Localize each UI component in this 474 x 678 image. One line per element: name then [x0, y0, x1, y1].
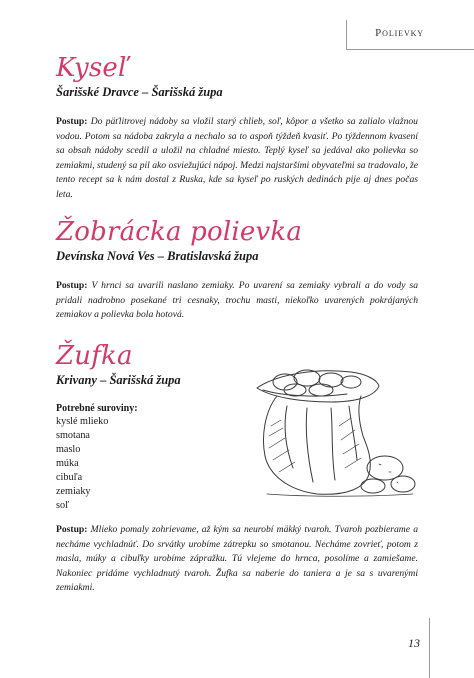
recipe-title: Žufka — [56, 341, 133, 371]
recipe-kysel — [56, 52, 418, 212]
recipe-origin: Šarišské Dravce – Šarišská župa — [56, 85, 223, 99]
recipe-zobracka-polievka — [56, 216, 418, 332]
recipe-origin: Krivany – Šarišská župa — [56, 373, 181, 387]
recipe-method — [56, 115, 418, 203]
method-label: Postup: — [56, 280, 88, 291]
header-divider-vertical — [346, 20, 347, 50]
recipe-method — [56, 279, 418, 323]
method-text: Mlieko pomaly zohrievame, až kým sa neurobí mäkký tvaroh. Tvaroh pozbierame a necháme vychladnúť. Do srvátky urobíme zátrepku so smotanou. Necháme zovrieť, potom z masla, múky a cibuľky urobíme zápražku. Tú vlejeme do hrnca, posolíme a zamiešame. Nakoniec pridáme vychladnutý tvaroh. Žufka sa naberie do taniera a je sa s uvarenými zemiakmi. — [56, 524, 418, 594]
header-divider-horizontal — [346, 49, 474, 50]
ingredient-item: smotana — [56, 430, 90, 441]
ingredient-item: soľ — [56, 500, 70, 511]
page-number: 13 — [408, 636, 420, 650]
recipe-title: Kyseľ — [56, 53, 129, 83]
section-header: Polievky — [375, 27, 424, 39]
method-text: Do päťlitrovej nádoby sa vložil starý chlieb, soľ, kôpor a všetko sa zalialo vlažnou vodou. Potom sa nádoba zakryla a nechalo sa to aspoň týždeň kvasiť. Po týždennom kvasení sa obsah nádoby scedil a uložil na chladné miesto. Teplý kyseľ sa jedával ako polievka so zemiakmi, studený sa pil ako osviežujúci nápoj. Medzi najstaršími obyvateľmi sa tradovalo, že tento recept sa k nám dostal z Ruska, kde sa kyseľ po ruských dedinách pije aj dnes počas leta. — [56, 116, 418, 200]
recipe-zufka-method — [56, 523, 418, 606]
potato-sack-icon — [247, 356, 417, 498]
method-label: Postup: — [56, 116, 88, 127]
ingredient-item: cibuľa — [56, 472, 83, 483]
ingredient-item: maslo — [56, 444, 81, 455]
ingredient-item: zemiaky — [56, 486, 91, 497]
recipe-title: Žobrácka polievka — [56, 217, 303, 247]
ingredient-item: múka — [56, 458, 79, 469]
recipe-method — [56, 523, 418, 596]
footer-divider — [429, 618, 430, 678]
recipe-origin: Devínska Nová Ves – Bratislavská župa — [56, 249, 259, 263]
ingredients-heading: Potrebné suroviny: — [56, 403, 138, 414]
ingredient-item: kyslé mlieko — [56, 416, 109, 427]
method-label: Postup: — [56, 524, 88, 535]
method-text: V hrnci sa uvarili naslano zemiaky. Po uvarení sa zemiaky vybrali a do vody sa pridali nadrobno posekané tri cesnaky, trochu masti, niekoľko uvarených pokrájaných zemiakov a polievka bola hotová. — [56, 280, 418, 321]
